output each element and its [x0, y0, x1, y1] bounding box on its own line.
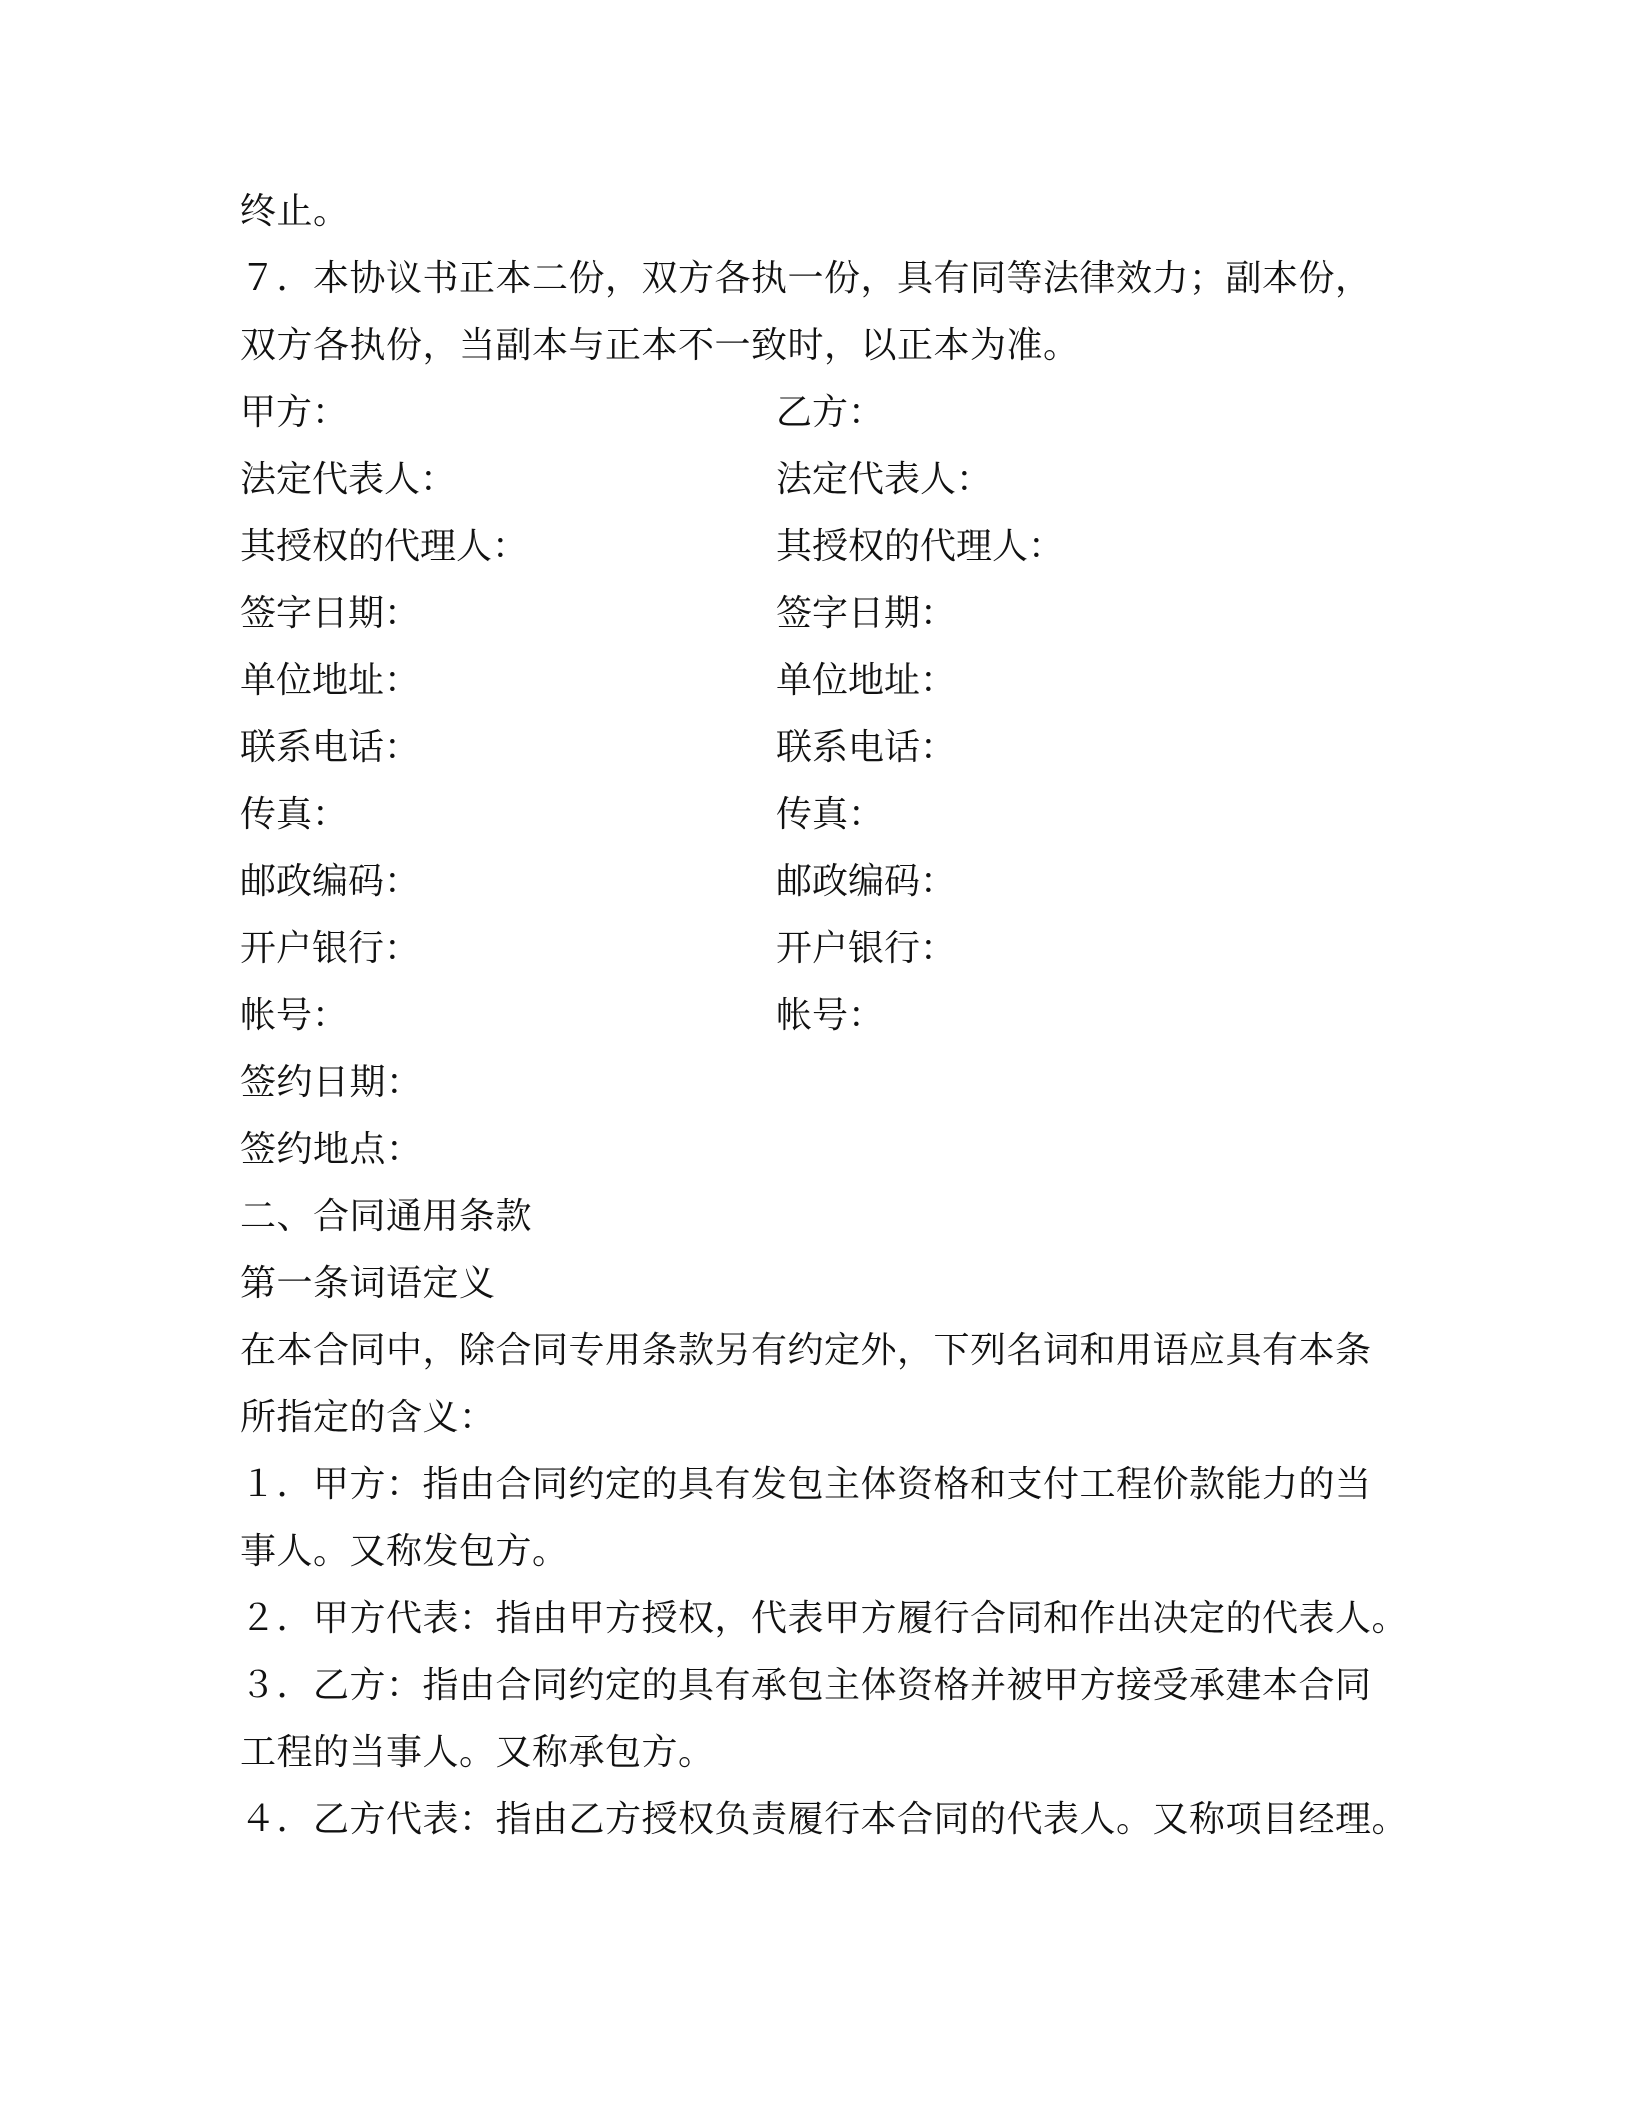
party-a-field: 传真： — [240, 794, 349, 835]
party-b-field: 其授权的代理人： — [776, 526, 1065, 567]
body-line: ２．甲方代表：指由甲方授权，代表甲方履行合同和作出决定的代表人。 — [240, 1598, 1409, 1639]
party-a-field: 法定代表人： — [240, 459, 457, 500]
body-line: １．甲方：指由合同约定的具有发包主体资格和支付工程价款能力的当 — [240, 1464, 1372, 1505]
party-b-field: 签字日期： — [776, 593, 957, 634]
party-a-field: 签字日期： — [240, 593, 421, 634]
party-a-field: 帐号： — [240, 995, 349, 1036]
body-line: ３．乙方：指由合同约定的具有承包主体资格并被甲方接受承建本合同 — [240, 1665, 1372, 1706]
party-a-field: 邮政编码： — [240, 861, 421, 902]
intro-line: 终止。 — [240, 191, 350, 232]
intro-line: 双方各执份，当副本与正本不一致时，以正本为准。 — [240, 325, 1080, 366]
article-title: 第一条词语定义 — [240, 1263, 496, 1304]
body-line: ４．乙方代表：指由乙方授权负责履行本合同的代表人。又称项目经理。 — [240, 1799, 1409, 1840]
party-a-field: 联系电话： — [240, 727, 421, 768]
body-line: 事人。又称发包方。 — [240, 1531, 569, 1572]
sign-place-field: 签约地点： — [240, 1129, 423, 1170]
party-a-field: 开户银行： — [240, 928, 421, 969]
party-b-field: 法定代表人： — [776, 459, 993, 500]
body-line: 在本合同中，除合同专用条款另有约定外，下列名词和用语应具有本条 — [240, 1330, 1372, 1371]
body-line: 所指定的含义： — [240, 1397, 496, 1438]
party-b-field: 开户银行： — [776, 928, 957, 969]
section-title: 二、合同通用条款 — [240, 1196, 533, 1237]
party-a-field: 其授权的代理人： — [240, 526, 529, 567]
party-b-field: 单位地址： — [776, 660, 957, 701]
party-b-field: 联系电话： — [776, 727, 957, 768]
party-b-field: 传真： — [776, 794, 885, 835]
party-b-field: 邮政编码： — [776, 861, 957, 902]
intro-line: ７．本协议书正本二份，双方各执一份，具有同等法律效力；副本份， — [240, 258, 1372, 299]
party-a-field: 甲方： — [240, 392, 349, 433]
party-a-field: 单位地址： — [240, 660, 421, 701]
sign-date-field: 签约日期： — [240, 1062, 423, 1103]
body-line: 工程的当事人。又称承包方。 — [240, 1732, 715, 1773]
party-b-field: 乙方： — [776, 392, 885, 433]
party-b-field: 帐号： — [776, 995, 885, 1036]
